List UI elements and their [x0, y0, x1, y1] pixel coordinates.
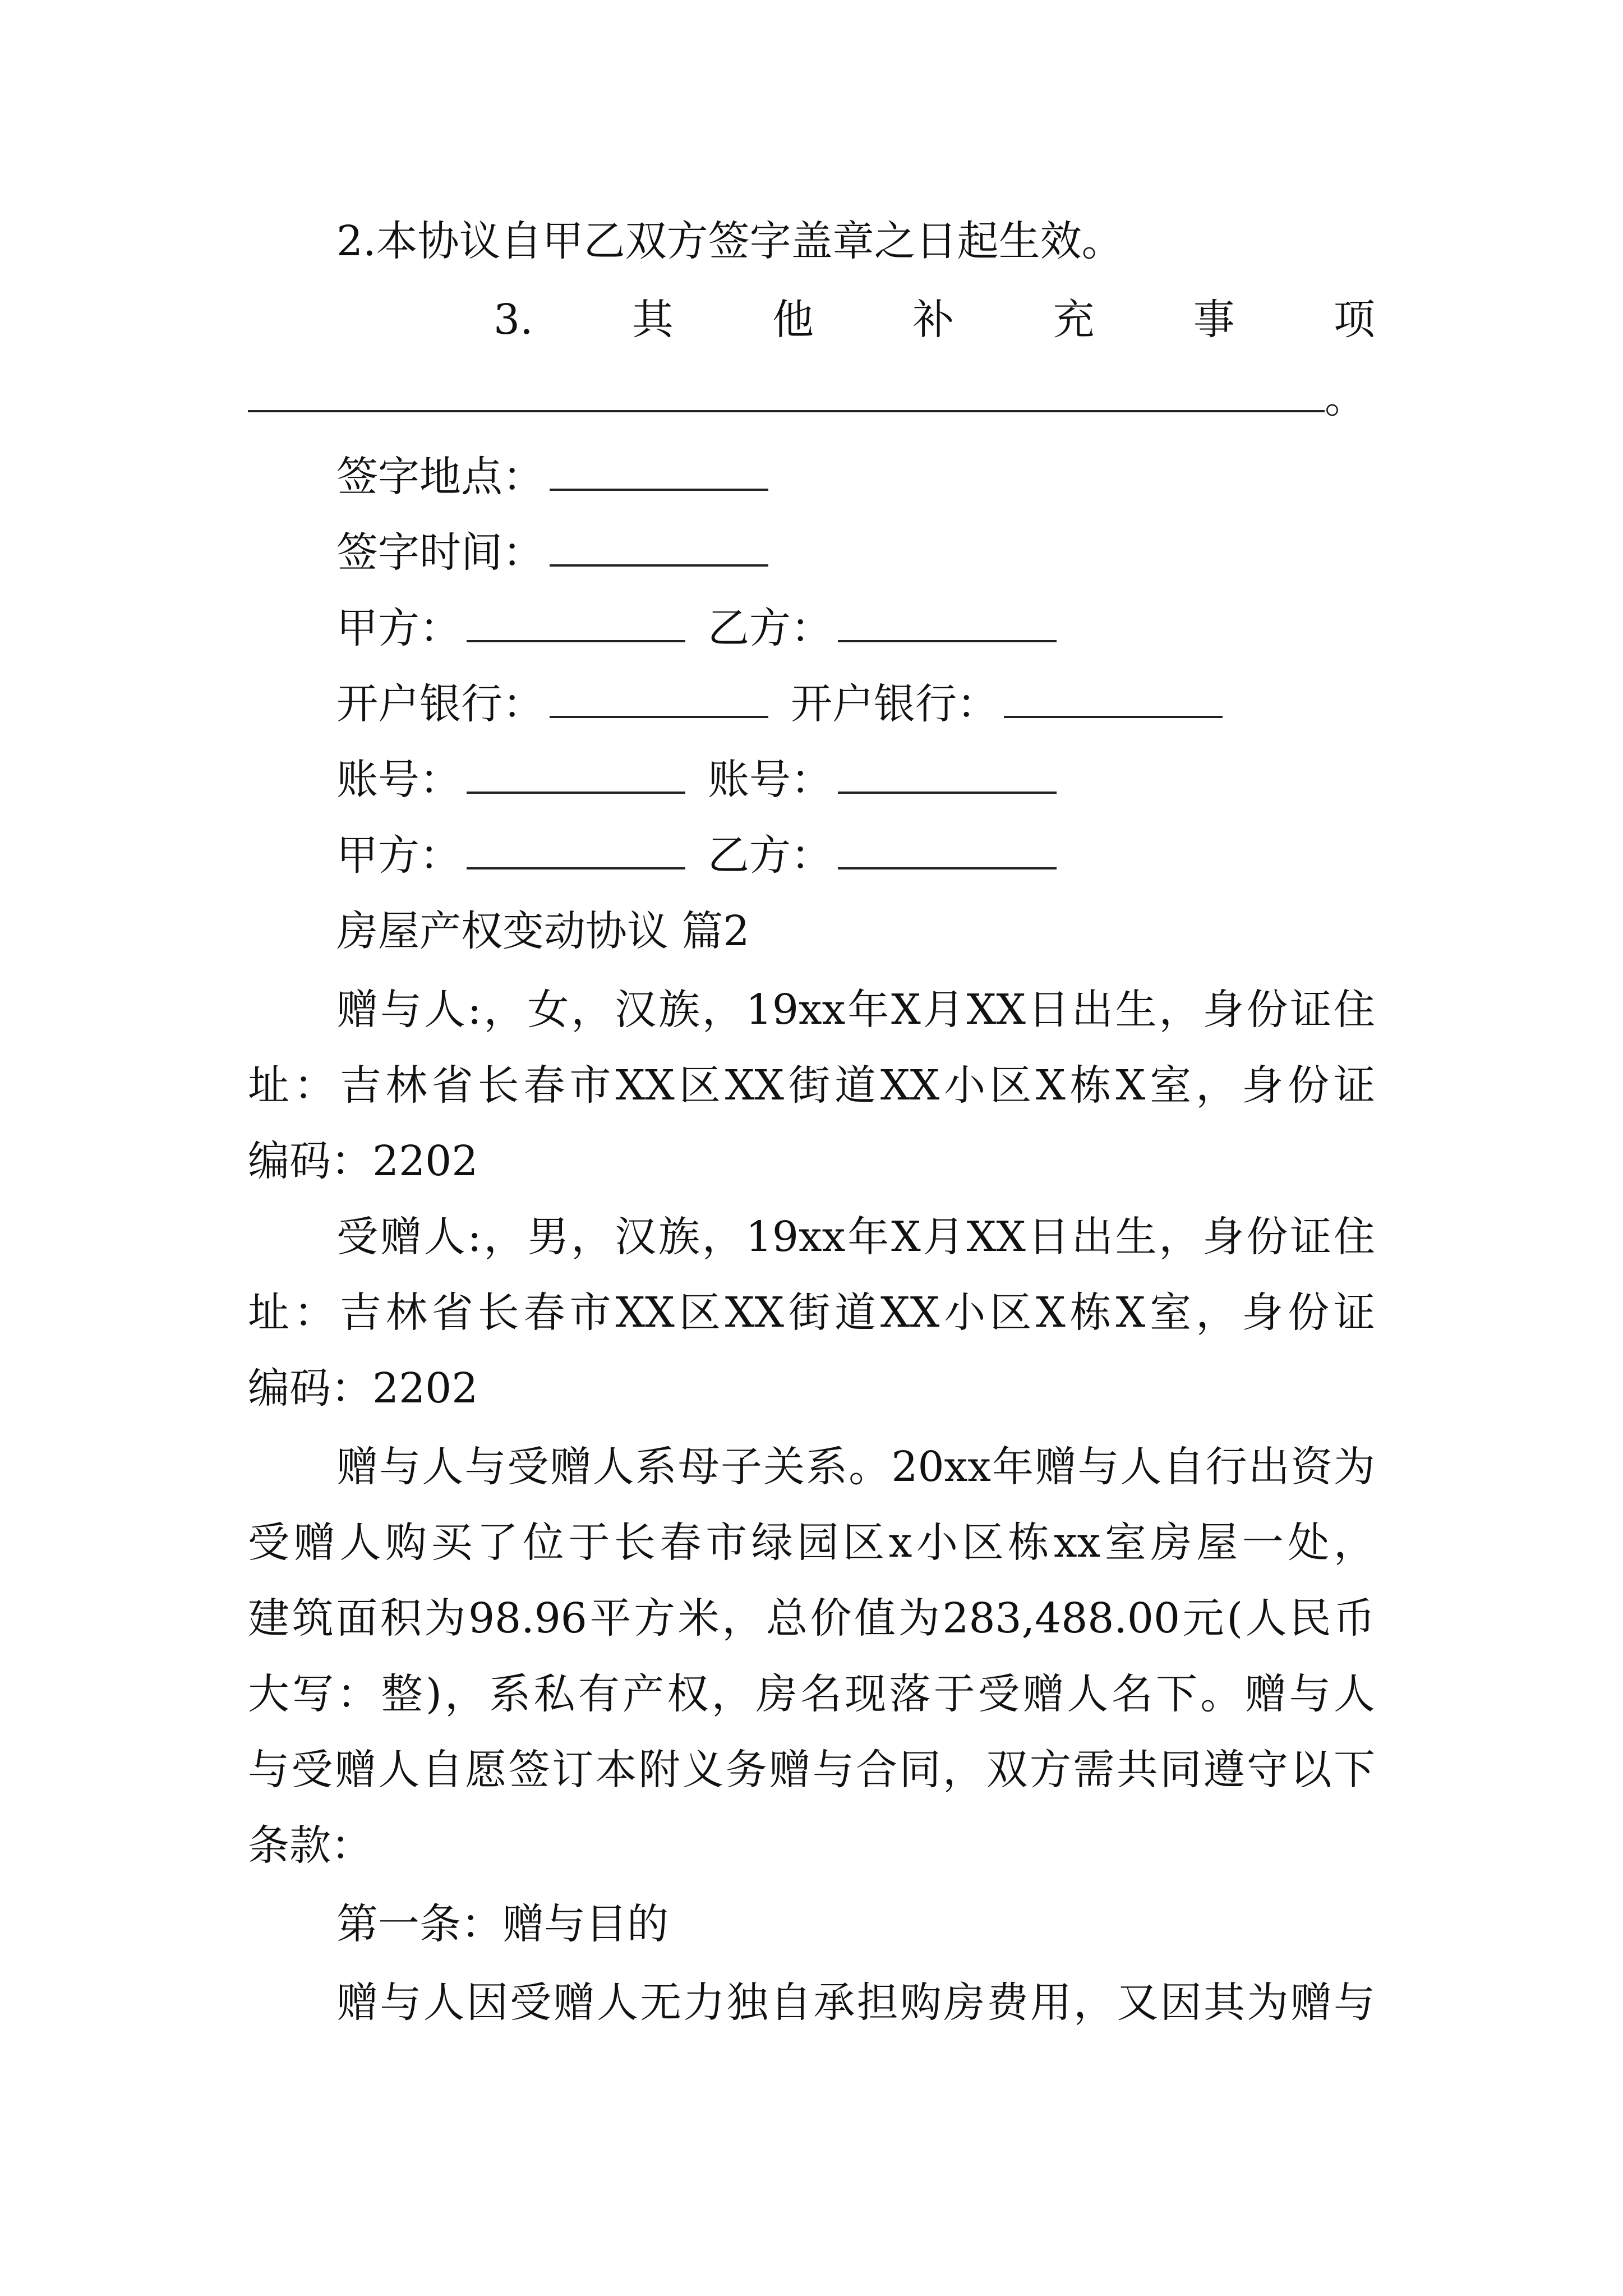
clause-2: 2.本协议自甲乙双方签字盖章之日起生效。 [336, 217, 1123, 265]
clause-3-blank-line [248, 370, 1375, 426]
bank-b-label: 开户银行： [791, 680, 998, 728]
clause-3-char: 事 [1193, 296, 1235, 344]
sign-time-blank[interactable] [550, 525, 768, 567]
sign-time-row [336, 524, 1375, 581]
clause-3-char: 其 [631, 296, 674, 344]
clause-3-char: 他 [772, 296, 814, 344]
clause-3-char: 充 [1053, 296, 1095, 344]
bank-row [336, 676, 1375, 732]
donor-line: 址：吉林省长春市XX区XX街道XX小区X栋X室，身份证 [248, 1061, 1375, 1110]
clause-3-number: 3. [494, 296, 533, 344]
body-line: 受赠人购买了位于长春市绿园区x小区栋xx室房屋一处， [248, 1519, 1375, 1567]
party-a-label: 甲方： [336, 604, 461, 652]
body-line: 建筑面积为98.96平方米，总价值为283,488.00元(人民币 [248, 1594, 1375, 1642]
body-line: 条款： [248, 1821, 372, 1870]
sign-place-label: 签字地点： [336, 453, 544, 501]
account-a-blank[interactable] [467, 752, 685, 794]
body-line: 大写：整)，系私有产权，房名现落于受赠人名下。赠与人 [248, 1670, 1375, 1718]
article-1-title: 第一条：赠与目的 [336, 1900, 668, 1948]
party-b-label: 乙方： [708, 604, 832, 652]
bank-a-blank[interactable] [550, 677, 768, 718]
donee-line: 受赠人:，男，汉族，19xx年X月XX日出生，身份证住 [336, 1213, 1375, 1261]
account-row [336, 752, 1375, 808]
party-a-blank[interactable] [467, 601, 685, 642]
sign-time-label: 签字时间： [336, 528, 544, 577]
section-title: 房屋产权变动协议 篇2 [336, 907, 750, 955]
supplement-blank[interactable] [248, 371, 1325, 412]
party-a-label: 甲方： [336, 831, 461, 880]
party-b-blank[interactable] [838, 828, 1057, 869]
account-a-label: 账号： [336, 756, 461, 804]
account-b-blank[interactable] [838, 752, 1057, 794]
body-line: 赠与人与受赠人系母子关系。20xx年赠与人自行出资为 [336, 1443, 1375, 1491]
account-b-label: 账号： [708, 756, 832, 804]
body-line: 与受赠人自愿签订本附义务赠与合同，双方需共同遵守以下 [248, 1746, 1375, 1794]
party-b-blank[interactable] [838, 601, 1057, 642]
party-row-1 [336, 600, 1375, 656]
donee-line: 址：吉林省长春市XX区XX街道XX小区X栋X室，身份证 [248, 1289, 1375, 1337]
party-row-2 [336, 827, 1375, 884]
clause-3-heading [494, 292, 1375, 348]
clause-3-end: 。 [1325, 374, 1366, 422]
donee-line: 编码：2202 [248, 1364, 478, 1412]
party-a-blank[interactable] [467, 828, 685, 869]
clause-3-char: 项 [1333, 296, 1375, 344]
sign-place-blank[interactable] [550, 449, 768, 491]
bank-a-label: 开户银行： [336, 680, 544, 728]
bank-b-blank[interactable] [1004, 677, 1223, 718]
sign-place-row [336, 449, 1375, 505]
clause-3-char: 补 [912, 296, 955, 344]
donor-line: 编码：2202 [248, 1137, 478, 1185]
donor-line: 赠与人:，女，汉族，19xx年X月XX日出生，身份证住 [336, 986, 1375, 1034]
article-1-line: 赠与人因受赠人无力独自承担购房费用，又因其为赠与 [336, 1978, 1375, 2027]
party-b-label: 乙方： [708, 831, 832, 880]
